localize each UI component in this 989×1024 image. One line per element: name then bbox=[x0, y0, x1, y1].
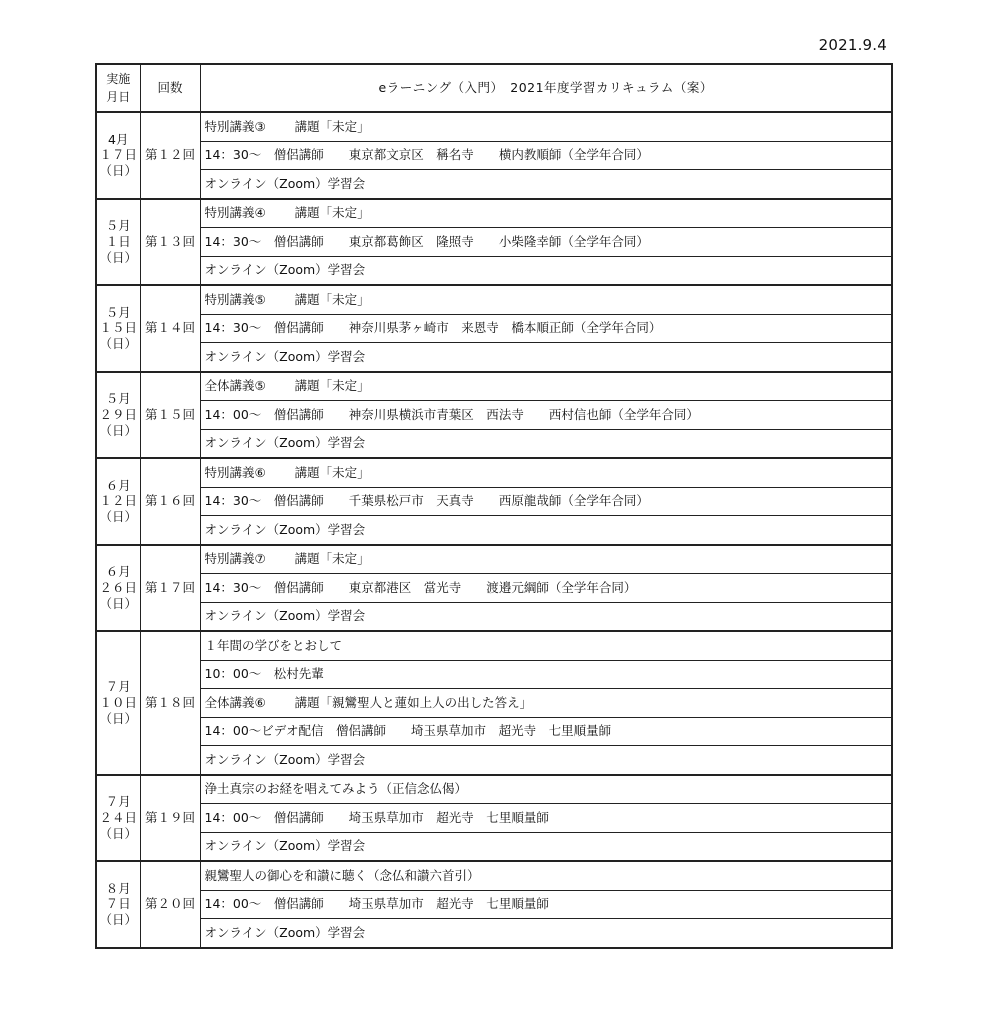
session-count: 第１９回 bbox=[140, 775, 200, 862]
table-row bbox=[96, 170, 892, 199]
table-row bbox=[96, 141, 892, 170]
session-month: ７月 bbox=[105, 794, 131, 810]
session-detail-line: 14：30～ 僧侶講師 千葉県松戸市 天真寺 西原龍哉師（全学年合同） bbox=[200, 487, 892, 516]
session-count: 第２０回 bbox=[140, 861, 200, 948]
header-date-line2: 月日 bbox=[106, 90, 131, 104]
session-detail-line: 14：00～ビデオ配信 僧侶講師 埼玉県草加市 超光寺 七里順量師 bbox=[200, 717, 892, 746]
table-row bbox=[96, 401, 892, 430]
session-month: ６月 bbox=[105, 477, 131, 493]
session-date-cell bbox=[96, 631, 140, 775]
session-date-cell bbox=[96, 199, 140, 286]
session-detail-line: オンライン（Zoom）学習会 bbox=[200, 256, 892, 285]
session-day: ２６日 bbox=[99, 579, 137, 595]
table-row bbox=[96, 372, 892, 401]
session-day: １０日 bbox=[99, 694, 137, 710]
session-detail-line: オンライン（Zoom）学習会 bbox=[200, 343, 892, 372]
session-weekday: （日） bbox=[99, 710, 137, 726]
table-row bbox=[96, 228, 892, 257]
session-day: ２４日 bbox=[99, 809, 137, 825]
header-date-line1: 実施 bbox=[106, 72, 131, 86]
document-date: 2021.9.4 bbox=[818, 36, 887, 54]
table-row bbox=[96, 343, 892, 372]
session-detail-line: オンライン（Zoom）学習会 bbox=[200, 919, 892, 948]
session-detail-line: 特別講義④ 講題「未定」 bbox=[200, 199, 892, 228]
session-weekday: （日） bbox=[99, 825, 137, 841]
session-weekday: （日） bbox=[99, 422, 137, 438]
session-detail-line: 14：30～ 僧侶講師 神奈川県茅ヶ崎市 来恩寺 橋本順正師（全学年合同） bbox=[200, 314, 892, 343]
session-detail-line: 特別講義③ 講題「未定」 bbox=[200, 112, 892, 141]
session-count: 第１４回 bbox=[140, 285, 200, 372]
session-detail-line: 特別講義⑦ 講題「未定」 bbox=[200, 545, 892, 574]
session-detail-line: １年間の学びをとおして bbox=[200, 631, 892, 660]
session-weekday: （日） bbox=[99, 509, 137, 525]
table-row bbox=[96, 516, 892, 545]
session-detail-line: 全体講義⑥ 講題「親鸞聖人と蓮如上人の出した答え」 bbox=[200, 689, 892, 718]
table-header-row bbox=[96, 64, 892, 112]
session-day: ７日 bbox=[105, 896, 131, 912]
table-row bbox=[96, 689, 892, 718]
session-date-cell bbox=[96, 458, 140, 545]
session-detail-line: 全体講義⑤ 講題「未定」 bbox=[200, 372, 892, 401]
table-row bbox=[96, 775, 892, 804]
session-detail-line: 14：30～ 僧侶講師 東京都葛飾区 隆照寺 小柴隆幸師（全学年合同） bbox=[200, 228, 892, 257]
table-row bbox=[96, 458, 892, 487]
session-date-cell bbox=[96, 372, 140, 459]
table-row bbox=[96, 804, 892, 833]
session-date-cell bbox=[96, 545, 140, 632]
session-detail-line: 特別講義⑥ 講題「未定」 bbox=[200, 458, 892, 487]
table-row bbox=[96, 660, 892, 689]
table-row bbox=[96, 861, 892, 890]
session-detail-line: 浄土真宗のお経を唱えてみよう（正信念仏偈） bbox=[200, 775, 892, 804]
table-row bbox=[96, 199, 892, 228]
sessions-body bbox=[96, 112, 892, 948]
session-detail-line: 14：00～ 僧侶講師 埼玉県草加市 超光寺 七里順量師 bbox=[200, 804, 892, 833]
table-row bbox=[96, 832, 892, 861]
session-detail-line: 14：30～ 僧侶講師 東京都港区 當光寺 渡邉元綱師（全学年合同） bbox=[200, 574, 892, 603]
table-row bbox=[96, 717, 892, 746]
session-detail-line: 14：00～ 僧侶講師 埼玉県草加市 超光寺 七里順量師 bbox=[200, 890, 892, 919]
session-count: 第１７回 bbox=[140, 545, 200, 632]
session-weekday: （日） bbox=[99, 912, 137, 928]
table-title: eラーニング（入門） 2021年度学習カリキュラム（案） bbox=[200, 64, 892, 112]
session-detail-line: 14：00～ 僧侶講師 神奈川県横浜市青葉区 西法寺 西村信也師（全学年合同） bbox=[200, 401, 892, 430]
session-detail-line: オンライン（Zoom）学習会 bbox=[200, 746, 892, 775]
session-count: 第１３回 bbox=[140, 199, 200, 286]
session-day: １日 bbox=[105, 233, 131, 249]
session-count: 第１６回 bbox=[140, 458, 200, 545]
session-detail-line: オンライン（Zoom）学習会 bbox=[200, 170, 892, 199]
table-row bbox=[96, 314, 892, 343]
table-row bbox=[96, 545, 892, 574]
session-day: １２日 bbox=[99, 493, 137, 509]
session-month: ８月 bbox=[105, 880, 131, 896]
session-detail-line: オンライン（Zoom）学習会 bbox=[200, 602, 892, 631]
session-month: ５月 bbox=[105, 304, 131, 320]
session-day: １７日 bbox=[99, 147, 137, 163]
table-row bbox=[96, 285, 892, 314]
session-count: 第１８回 bbox=[140, 631, 200, 775]
session-month: ５月 bbox=[105, 391, 131, 407]
header-date-column bbox=[96, 64, 140, 112]
session-detail-line: 14：30～ 僧侶講師 東京都文京区 稱名寺 横内教順師（全学年合同） bbox=[200, 141, 892, 170]
session-date-cell bbox=[96, 112, 140, 199]
session-month: 4月 bbox=[108, 131, 129, 147]
session-count: 第１２回 bbox=[140, 112, 200, 199]
session-detail-line: オンライン（Zoom）学習会 bbox=[200, 516, 892, 545]
table-row bbox=[96, 112, 892, 141]
table-row bbox=[96, 429, 892, 458]
session-day: １５日 bbox=[99, 320, 137, 336]
table-row bbox=[96, 574, 892, 603]
session-weekday: （日） bbox=[99, 595, 137, 611]
session-month: ７月 bbox=[105, 679, 131, 695]
table-row bbox=[96, 631, 892, 660]
table-row bbox=[96, 919, 892, 948]
session-weekday: （日） bbox=[99, 249, 137, 265]
session-detail-line: 親鸞聖人の御心を和讃に聴く（念仏和讃六首引） bbox=[200, 861, 892, 890]
session-month: ５月 bbox=[105, 218, 131, 234]
session-weekday: （日） bbox=[99, 336, 137, 352]
session-date-cell bbox=[96, 285, 140, 372]
table-row bbox=[96, 256, 892, 285]
header-count-column: 回数 bbox=[140, 64, 200, 112]
session-detail-line: オンライン（Zoom）学習会 bbox=[200, 832, 892, 861]
session-weekday: （日） bbox=[99, 163, 137, 179]
session-date-cell bbox=[96, 775, 140, 862]
table-row bbox=[96, 487, 892, 516]
curriculum-table bbox=[95, 63, 893, 949]
table-row bbox=[96, 890, 892, 919]
session-detail-line: 特別講義⑤ 講題「未定」 bbox=[200, 285, 892, 314]
session-detail-line: オンライン（Zoom）学習会 bbox=[200, 429, 892, 458]
session-count: 第１５回 bbox=[140, 372, 200, 459]
table-row bbox=[96, 602, 892, 631]
session-day: ２９日 bbox=[99, 406, 137, 422]
session-detail-line: 10：00～ 松村先輩 bbox=[200, 660, 892, 689]
table-row bbox=[96, 746, 892, 775]
session-month: ６月 bbox=[105, 564, 131, 580]
session-date-cell bbox=[96, 861, 140, 948]
